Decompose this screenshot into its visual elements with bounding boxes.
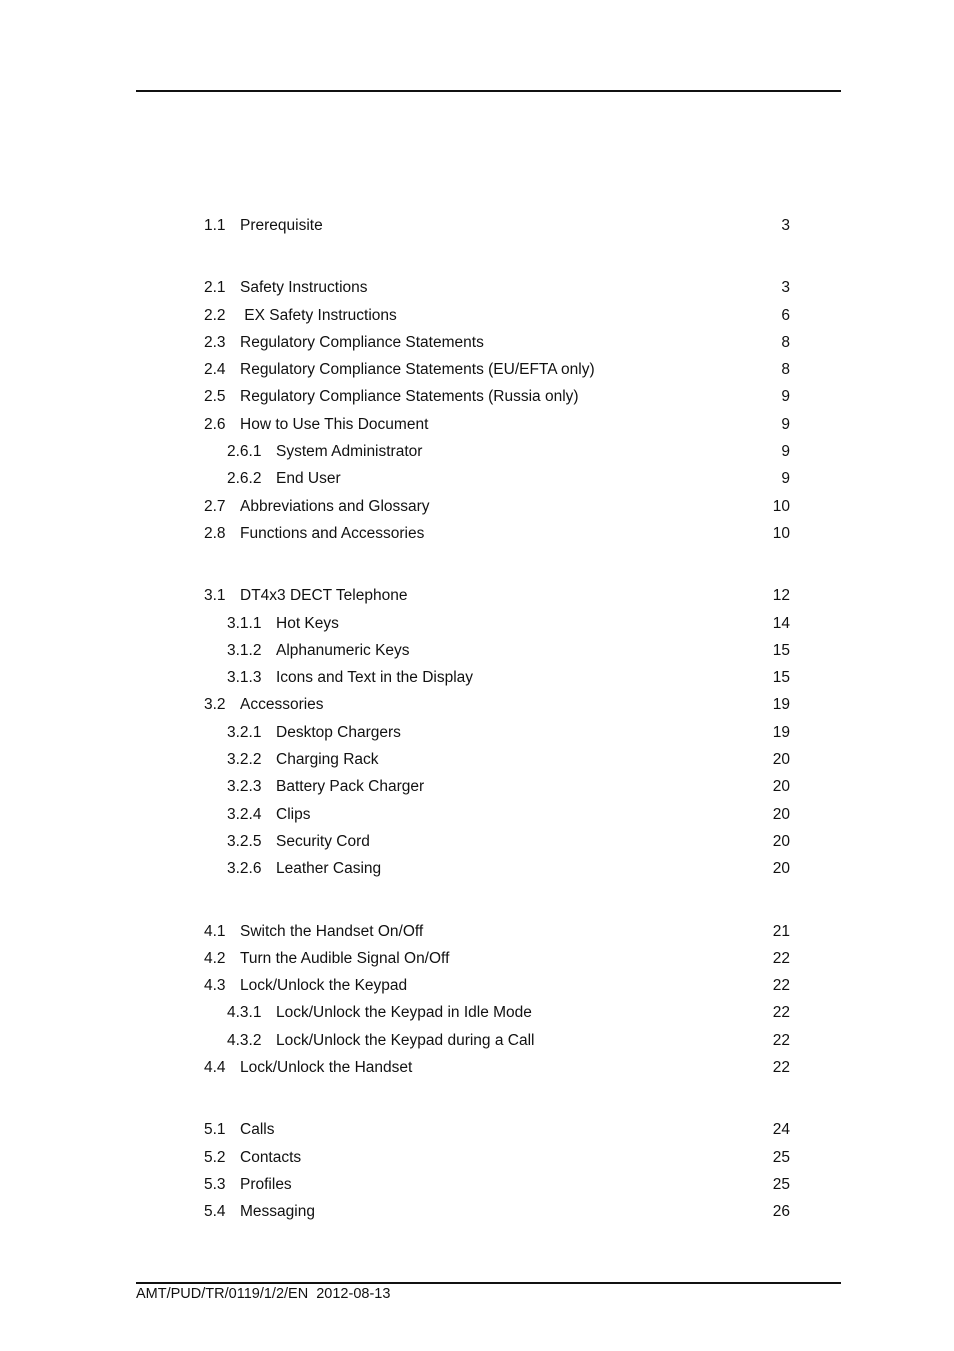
toc-entry-page: 9 (781, 415, 790, 433)
toc-entry[interactable] (0, 520, 954, 547)
toc-entry-title: Security Cord (276, 832, 370, 850)
toc-entry-page: 15 (772, 641, 790, 659)
toc-entry-number: 3.2.2 (227, 751, 262, 769)
toc-entry-title: End User (276, 470, 341, 488)
toc-entry[interactable] (0, 855, 954, 882)
toc-entry[interactable] (0, 637, 954, 664)
toc-entry-title: System Administrator (276, 443, 423, 461)
toc-entry-title: Profiles (240, 1175, 292, 1193)
toc-entry-page: 21 (772, 922, 790, 940)
toc-entry-number: 2.3 (204, 333, 226, 351)
toc-entry-number: 2.1 (204, 279, 226, 297)
toc-entry-page: 3 (781, 217, 790, 234)
toc-entry-page: 26 (772, 1203, 790, 1221)
toc-entry-number: 3.2 (204, 696, 226, 714)
toc-entry-title: Functions and Accessories (240, 524, 425, 542)
toc-entry-number: 2.6.1 (227, 443, 262, 461)
toc-entry-number: 4.3 (204, 977, 226, 995)
toc-entry[interactable] (0, 212, 954, 239)
toc-entry-number: 3.1.2 (227, 641, 262, 659)
toc-entry-page: 22 (772, 1031, 790, 1049)
toc-entry-number: 3.1.1 (227, 614, 262, 632)
toc-entry[interactable] (0, 1054, 954, 1081)
toc-entry-title: DT4x3 DECT Telephone (240, 587, 408, 605)
toc-entry-title: Lock/Unlock the Handset (240, 1059, 413, 1077)
toc-entry-number: 3.2.6 (227, 860, 262, 878)
toc-entry[interactable] (0, 465, 954, 492)
toc-entry[interactable] (0, 302, 954, 329)
toc-entry[interactable] (0, 582, 954, 609)
toc-entry[interactable] (0, 610, 954, 637)
toc-entry-page: 25 (772, 1148, 790, 1166)
toc-entry[interactable] (0, 1116, 954, 1143)
toc-entry-page: 15 (772, 669, 790, 687)
toc-entry-number: 2.2 (204, 306, 226, 324)
toc-entry-page: 10 (772, 497, 790, 515)
toc-entry[interactable] (0, 719, 954, 746)
toc-entry-page: 19 (772, 723, 790, 741)
toc-entry-number: 3.1.3 (227, 669, 262, 687)
toc-entry-number: 4.4 (204, 1059, 226, 1077)
toc-entry[interactable] (0, 274, 954, 301)
toc-entry-number: 4.3.2 (227, 1031, 262, 1049)
toc-entry-title: Regulatory Compliance Statements (240, 333, 484, 351)
toc-entry-title: Hot Keys (276, 614, 339, 632)
toc-entry-title: Abbreviations and Glossary (240, 497, 430, 515)
toc-entry[interactable] (0, 1144, 954, 1171)
toc-entry-page: 9 (781, 443, 790, 461)
toc-entry-title: Contacts (240, 1148, 302, 1166)
toc-entry-title: EX Safety Instructions (240, 306, 397, 324)
toc-entry-number: 3.1 (204, 587, 226, 605)
table-of-contents (0, 212, 954, 1261)
toc-entry-page: 20 (772, 778, 790, 796)
toc-entry[interactable] (0, 1171, 954, 1198)
toc-entry[interactable] (0, 828, 954, 855)
toc-entry-title: Calls (240, 1121, 275, 1139)
toc-section (0, 582, 954, 882)
toc-entry-title: Regulatory Compliance Statements (Russia only) (240, 388, 579, 406)
toc-entry-title: Accessories (240, 696, 324, 714)
toc-entry-number: 4.3.1 (227, 1004, 262, 1022)
toc-entry-page: 25 (772, 1175, 790, 1193)
toc-entry-page: 9 (781, 470, 790, 488)
toc-entry-number: 5.3 (204, 1175, 226, 1193)
toc-section (0, 918, 954, 1082)
toc-entry-title: How to Use This Document (240, 415, 429, 433)
toc-entry-title: Icons and Text in the Display (276, 669, 474, 687)
toc-entry[interactable] (0, 383, 954, 410)
toc-entry-number: 5.2 (204, 1148, 226, 1166)
toc-section (0, 212, 954, 239)
toc-entry[interactable] (0, 746, 954, 773)
toc-entry[interactable] (0, 329, 954, 356)
toc-entry-number: 2.7 (204, 497, 226, 515)
toc-entry-number: 4.2 (204, 949, 226, 967)
toc-entry-title: Prerequisite (240, 217, 323, 234)
toc-entry-number: 1.1 (204, 217, 226, 234)
toc-entry-page: 8 (781, 361, 790, 379)
toc-entry[interactable] (0, 411, 954, 438)
toc-section (0, 274, 954, 547)
toc-entry-page: 20 (772, 751, 790, 769)
toc-entry-page: 12 (772, 587, 790, 605)
toc-entry-page: 22 (772, 1004, 790, 1022)
toc-entry-page: 14 (772, 614, 790, 632)
toc-entry-number: 5.4 (204, 1203, 226, 1221)
toc-entry-page: 8 (781, 333, 790, 351)
toc-entry[interactable] (0, 999, 954, 1026)
toc-entry-page: 20 (772, 860, 790, 878)
toc-entry-number: 2.6 (204, 415, 226, 433)
toc-entry[interactable] (0, 438, 954, 465)
toc-entry-number: 2.8 (204, 524, 226, 542)
toc-entry[interactable] (0, 1198, 954, 1225)
footer-rule (136, 1282, 841, 1284)
toc-entry[interactable] (0, 972, 954, 999)
toc-entry-page: 19 (772, 696, 790, 714)
toc-entry[interactable] (0, 493, 954, 520)
toc-entry-title: Clips (276, 805, 311, 823)
toc-entry-title: Messaging (240, 1203, 315, 1221)
toc-section (0, 1116, 954, 1225)
toc-entry-number: 3.2.3 (227, 778, 262, 796)
toc-entry-title: Switch the Handset On/Off (240, 922, 424, 940)
toc-entry-number: 2.6.2 (227, 470, 262, 488)
toc-entry-page: 22 (772, 977, 790, 995)
toc-entry-title: Leather Casing (276, 860, 382, 878)
toc-entry-title: Lock/Unlock the Keypad (240, 977, 408, 995)
toc-entry-number: 2.4 (204, 361, 226, 379)
footer-document-id: AMT/PUD/TR/0119/1/2/EN 2012-08-13 (136, 1286, 391, 1302)
toc-entry[interactable] (0, 691, 954, 718)
toc-entry[interactable] (0, 773, 954, 800)
toc-entry-page: 20 (772, 832, 790, 850)
toc-entry[interactable] (0, 801, 954, 828)
header-rule (136, 90, 841, 92)
toc-entry-page: 6 (781, 306, 790, 324)
toc-entry-title: Safety Instructions (240, 279, 368, 297)
toc-entry-title: Turn the Audible Signal On/Off (240, 949, 450, 967)
toc-entry-page: 10 (772, 524, 790, 542)
toc-entry-title: Lock/Unlock the Keypad during a Call (276, 1031, 535, 1049)
toc-entry-page: 9 (781, 388, 790, 406)
toc-entry-title: Alphanumeric Keys (276, 641, 410, 659)
toc-entry[interactable] (0, 1027, 954, 1054)
toc-entry[interactable] (0, 664, 954, 691)
toc-entry[interactable] (0, 918, 954, 945)
toc-entry-page: 3 (781, 279, 790, 297)
toc-entry-number: 4.1 (204, 922, 226, 940)
toc-entry-page: 20 (772, 805, 790, 823)
toc-entry-title: Regulatory Compliance Statements (EU/EFTA only) (240, 361, 595, 379)
toc-entry-title: Desktop Chargers (276, 723, 401, 741)
toc-entry[interactable] (0, 356, 954, 383)
toc-entry[interactable] (0, 945, 954, 972)
toc-entry-number: 5.1 (204, 1121, 226, 1139)
toc-entry-number: 2.5 (204, 388, 226, 406)
toc-entry-page: 24 (772, 1121, 790, 1139)
toc-entry-title: Charging Rack (276, 751, 379, 769)
toc-entry-page: 22 (772, 949, 790, 967)
toc-entry-number: 3.2.4 (227, 805, 262, 823)
toc-entry-title: Lock/Unlock the Keypad in Idle Mode (276, 1004, 532, 1022)
toc-entry-title: Battery Pack Charger (276, 778, 425, 796)
toc-entry-page: 22 (772, 1059, 790, 1077)
toc-entry-number: 3.2.5 (227, 832, 262, 850)
toc-entry-number: 3.2.1 (227, 723, 262, 741)
